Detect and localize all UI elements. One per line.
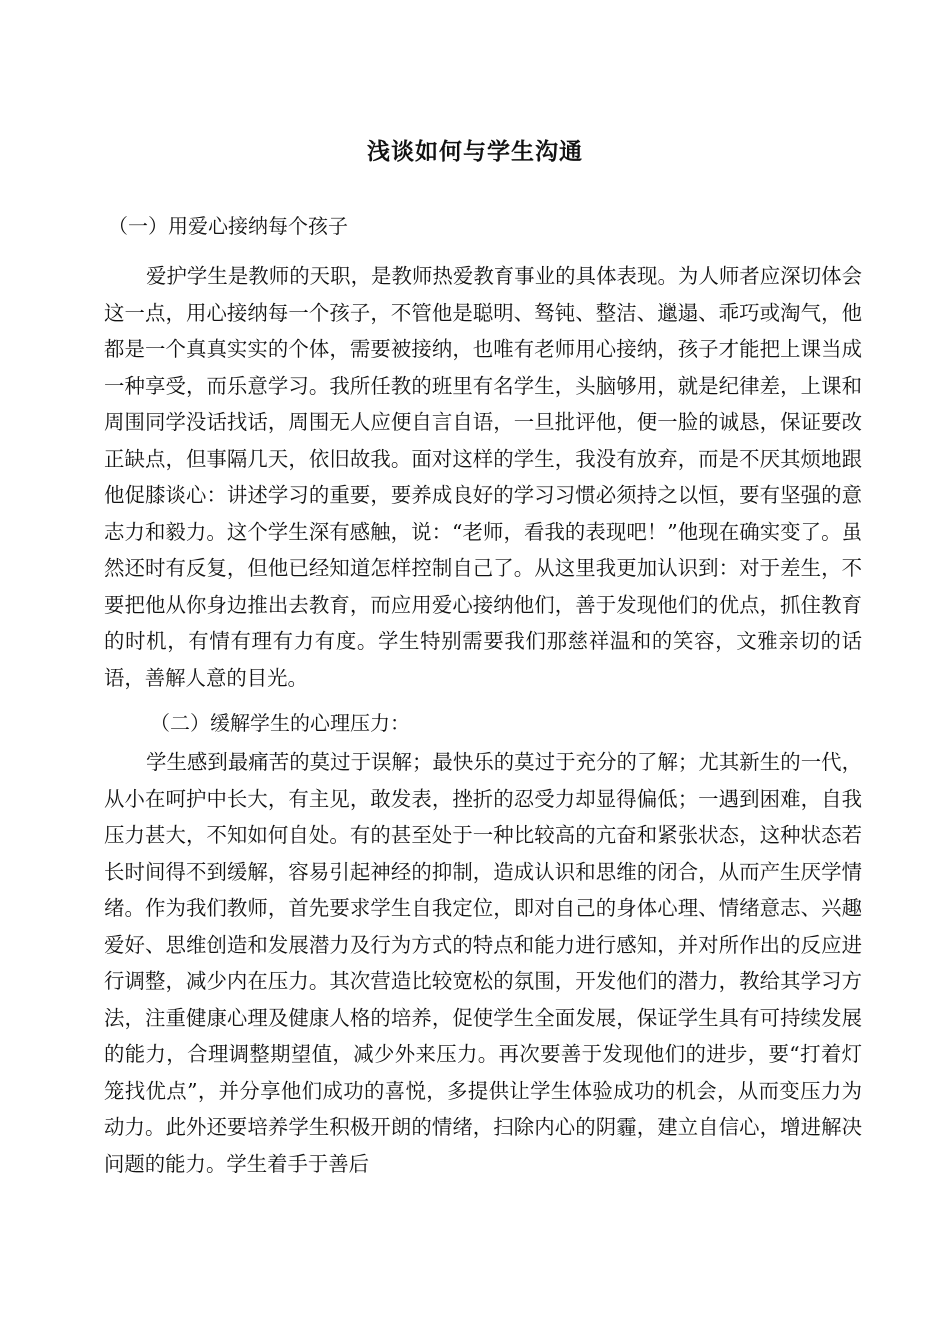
document-title: 浅谈如何与学生沟通 — [367, 138, 583, 165]
section-paragraph-2: 学生感到最痛苦的莫过于误解；最快乐的莫过于充分的了解；尤其新生的一代，从小在呵护中长大，有主见，敢发表，挫折的忍受力却显得偏低；一遇到困难，自我压力甚大，不知如何自处。有的甚至处于一种比较高的亢奋和紧张状态，这种状态若长时间得不到缓解，容易引起神经的抑制，造成认识和思维的闭合，从而产生厌学情绪。作为我们教师，首先要求学生自我定位，即对自己的身体心理、情绪意志、兴趣爱好、思维创造和发展潜力及行为方式的特点和能力进行感知，并对所作出的反应进行调整，减少内在压力。其次营造比较宽松的氛围，开发他们的潜力，教给其学习方法，注重健康心理及健康人格的培养，促使学生全面发展，保证学生具有可持续发展的能力，合理调整期望值，减少外来压力。再次要善于发现他们的进步，要“打着灯笼找优点”，并分享他们成功的喜悦，多提供让学生体验成功的机会，从而变压力为动力。此外还要培养学生积极开朗的情绪，扫除内心的阴霾，建立自信心，增进解决问题的能力。学生着手于善后 — [104, 750, 862, 1176]
section-paragraph-1: 爱护学生是教师的天职，是教师热爱教育事业的具体表现。为人师者应深切体会这一点，用心接纳每一个孩子，不管他是聪明、驽钝、整洁、邋遢、乖巧或淘气，他都是一个真真实实的个体，需要被接纳，也唯有老师用心接纳，孩子才能把上课当成一种享受，而乐意学习。我所任教的班里有名学生，头脑够用，就是纪律差，上课和周围同学没话找话，周围无人应便自言自语，一旦批评他，便一脸的诚恳，保证要改正缺点，但事隔几天，依旧故我。面对这样的学生，我没有放弃，而是不厌其烦地跟他促膝谈心：讲述学习的重要，要养成良好的学习习惯必须持之以恒，要有坚强的意志力和毅力。这个学生深有感触，说：“老师，看我的表现吧！”他现在确实变了。虽然还时有反复，但他已经知道怎样控制自己了。从这里我更加认识到：对于差生，不要把他从你身边推出去教育，而应用爱心接纳他们，善于发现他们的优点，抓住教育的时机，有情有理有力有度。学生特别需要我们那慈祥温和的笑容，文雅亲切的话语，善解人意的目光。 — [104, 264, 862, 690]
section-heading-1: （一）用爱心接纳每个孩子 — [108, 214, 348, 238]
section-heading-2: （二）缓解学生的心理压力： — [150, 711, 410, 735]
